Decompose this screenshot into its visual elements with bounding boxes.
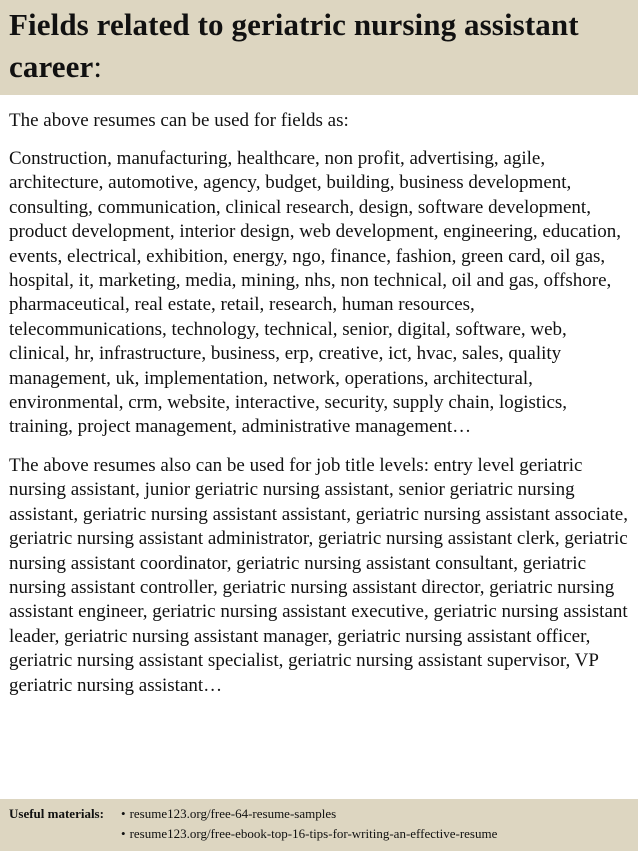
bullet-icon: • [121,806,126,821]
header-band [0,0,638,95]
page-title-text: Fields related to geriatric nursing assistant career [9,7,579,84]
useful-materials-label-colon: : [99,806,104,821]
intro-text: The above resumes can be used for fields as: [9,110,349,131]
main-content [9,108,631,698]
resume-samples-link[interactable]: resume123.org/free-64-resume-samples [129,806,337,821]
bullet-icon: • [121,826,126,841]
fields-list-text: Construction, manufacturing, healthcare, non profit, advertising, agile, architecture, automotive, agency, budget, building, business development, consulting, communication, clinical research, design, software development, product development, interior design, web development, engineering, education, events, electrical, exhibition, energy, ngo, finance, fashion, green card, oil gas, hospital, it, marketing, media, mining, nhs, non technical, oil and gas, offshore, pharmaceutical, real estate, retail, research, human resources, telecommunications, technology, technical, senior, digital, software, web, clinical, hr, infrastructure, business, erp, creative, ict, hvac, sales, quality management, uk, implementation, network, operations, architectural, environmental, crm, website, interactive, security, supply chain, logistics, training, project management, administrative management… [9,148,622,438]
useful-materials-label-text: Useful materials [9,806,100,821]
page-title-colon: : [93,49,103,84]
footer-band [0,799,638,851]
footer-row-1 [9,804,628,824]
ebook-tips-link[interactable]: resume123.org/free-ebook-top-16-tips-for-writing-an-effective-resume [129,826,498,841]
footer-spacer [9,824,121,844]
job-levels-text: The above resumes also can be used for job title levels: entry level geriatric nursing assistant, junior geriatric nursing assistant, senior geriatric nursing assistant, geriatric nursing assistant assistant, geriatric nursing assistant associate, geriatric nursing assistant administrator, geriatric nursing assistant clerk, geriatric nursing assistant coordinator, geriatric nursing assistant consultant, geriatric nursing assistant controller, geriatric nursing assistant director, geriatric nursing assistant engineer, geriatric nursing assistant executive, geriatric nursing assistant leader, geriatric nursing assistant manager, geriatric nursing assistant officer, geriatric nursing assistant specialist, geriatric nursing assistant supervisor, VP geriatric nursing assistant… [9,454,628,696]
footer-row-2 [9,824,628,844]
page-title [9,4,628,88]
useful-materials-label [9,804,121,824]
